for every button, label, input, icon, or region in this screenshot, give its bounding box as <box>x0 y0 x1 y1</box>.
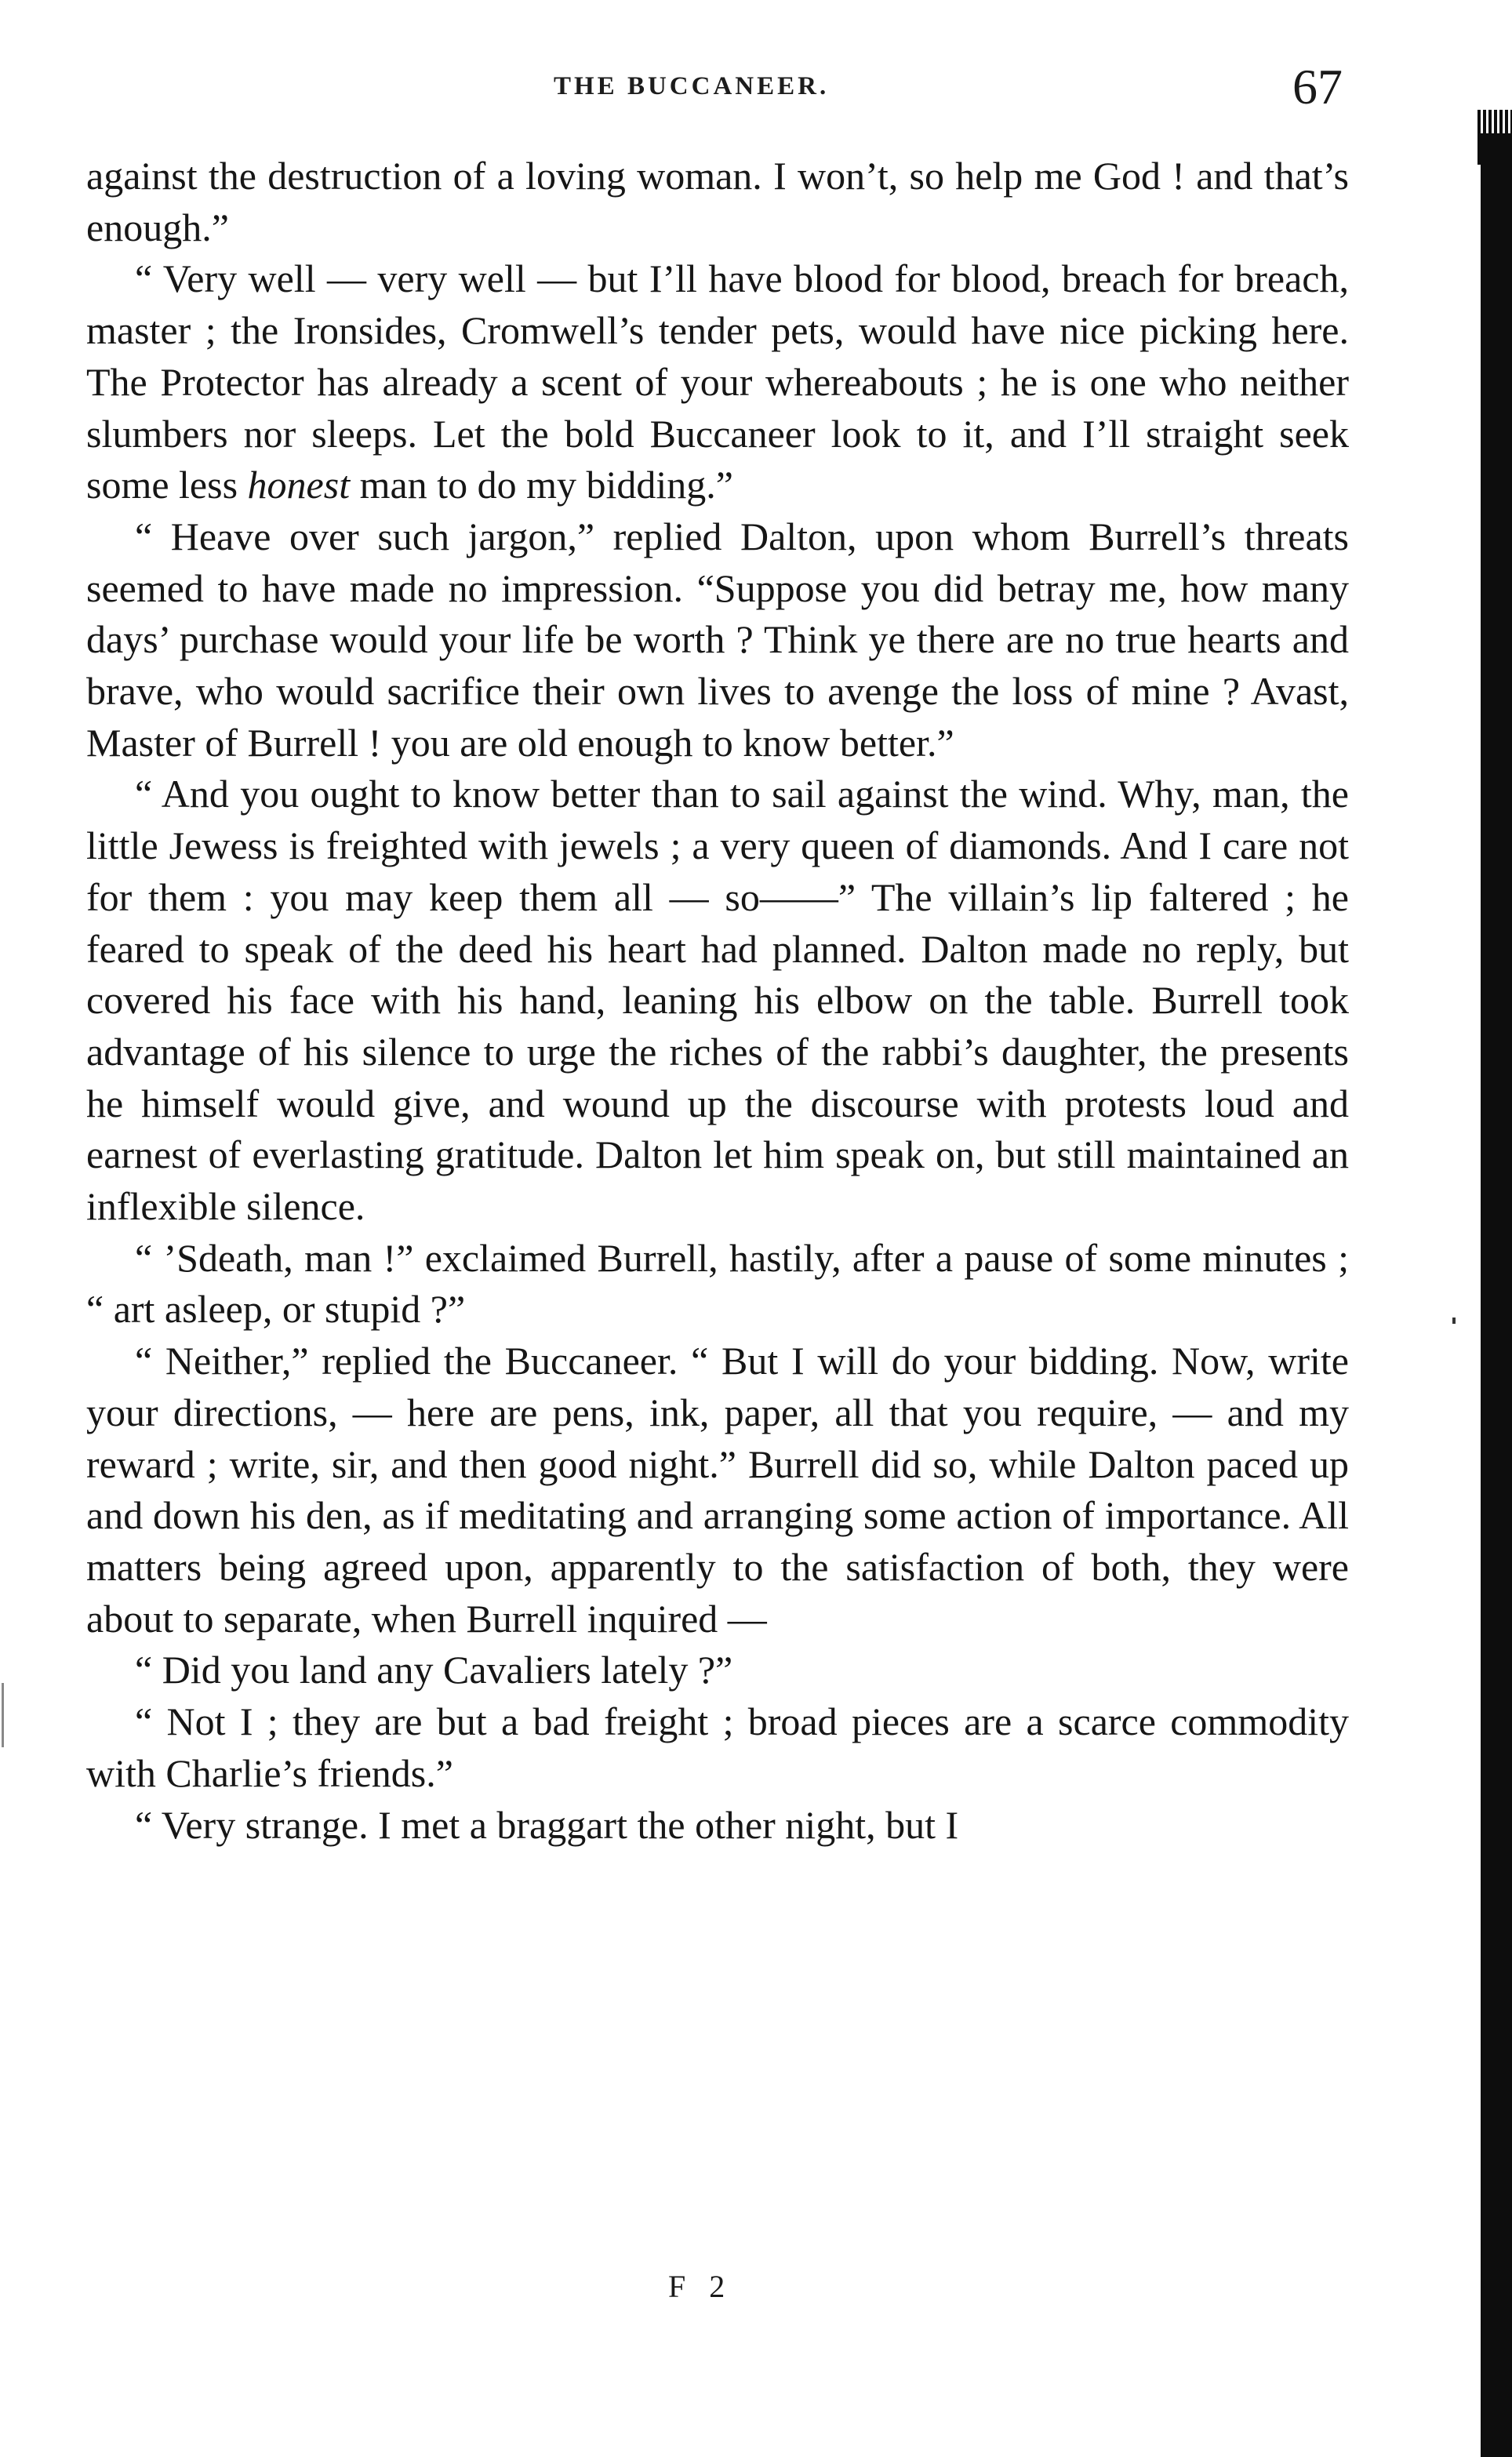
paragraph: “ Did you land any Cavaliers lately ?” <box>135 1648 733 1692</box>
paragraph: “ Very well — very well — but I’ll have blood for blood, breach for breach, master ; the Ironsides, Cromwell’s tender pets, would have nice picking here. The Protector has already a scent of your whereabouts ; he is one who neither slumbers nor sleeps. Let the bold Buccaneer look to it, and I’ll straight seek some less honest man to do my bidding.” <box>86 256 1349 507</box>
paragraph: “ Heave over such jargon,” replied Dalton, upon whom Burrell’s threats seemed to have made no impression. “Suppose you did betray me, how many days’ purchase would your life be worth ? Think ye there are no true hearts and brave, who would sacrifice their own lives to avenge the loss of mine ? Avast, Master of Burrell ! you are old enough to know better.” <box>86 514 1349 765</box>
left-edge-mark <box>2 1683 4 1747</box>
signature-mark: F 2 <box>668 2269 733 2304</box>
paragraph: “ And you ought to know better than to sail against the wind. Why, man, the little Jewess is freighted with jewels ; a very queen of diamonds. And I care not for them : you may keep them all — so——” The villain’s lip faltered ; he feared to speak of the deed his heart had planned. Dalton made no reply, but covered his face with his hand, leaning his elbow on the table. Burrell took advantage of his silence to urge the riches of the rabbi’s daughter, the presents he himself would give, and wound up the discourse with protests loud and earnest of everlasting gratitude. Dalton let him speak on, but still maintained an inflexible silence. <box>86 772 1349 1229</box>
paragraph: “ ’Sdeath, man !” exclaimed Burrell, hastily, after a pause of some minutes ; “ art asleep, or stupid ?” <box>86 1235 1349 1332</box>
body-text <box>86 151 1349 1851</box>
paragraph: against the destruction of a loving woman. I won’t, so help me God ! and that’s enough.” <box>86 154 1349 249</box>
running-title: THE BUCCANEER. <box>554 72 830 100</box>
page-number: 67 <box>1292 59 1343 114</box>
paragraph: “ Not I ; they are but a bad freight ; broad pieces are a scarce commodity with Charlie’s friends.” <box>86 1699 1349 1795</box>
binding-edge <box>1481 133 1512 2457</box>
margin-speck <box>1452 1318 1456 1324</box>
emphasis: honest <box>247 463 351 507</box>
paragraph: “ Neither,” replied the Buccaneer. “ But I will do your bidding. Now, write your directions, — here are pens, ink, paper, all that you require, — and my reward ; write, sir, and then good night.” Burrell did so, while Dalton paced up and down his den, as if meditating and arranging some action of importance. All matters being agreed upon, apparently to the satisfaction of both, they were about to separate, when Burrell inquired — <box>86 1339 1349 1641</box>
paragraph: “ Very strange. I met a braggart the other night, but I <box>135 1802 959 1847</box>
